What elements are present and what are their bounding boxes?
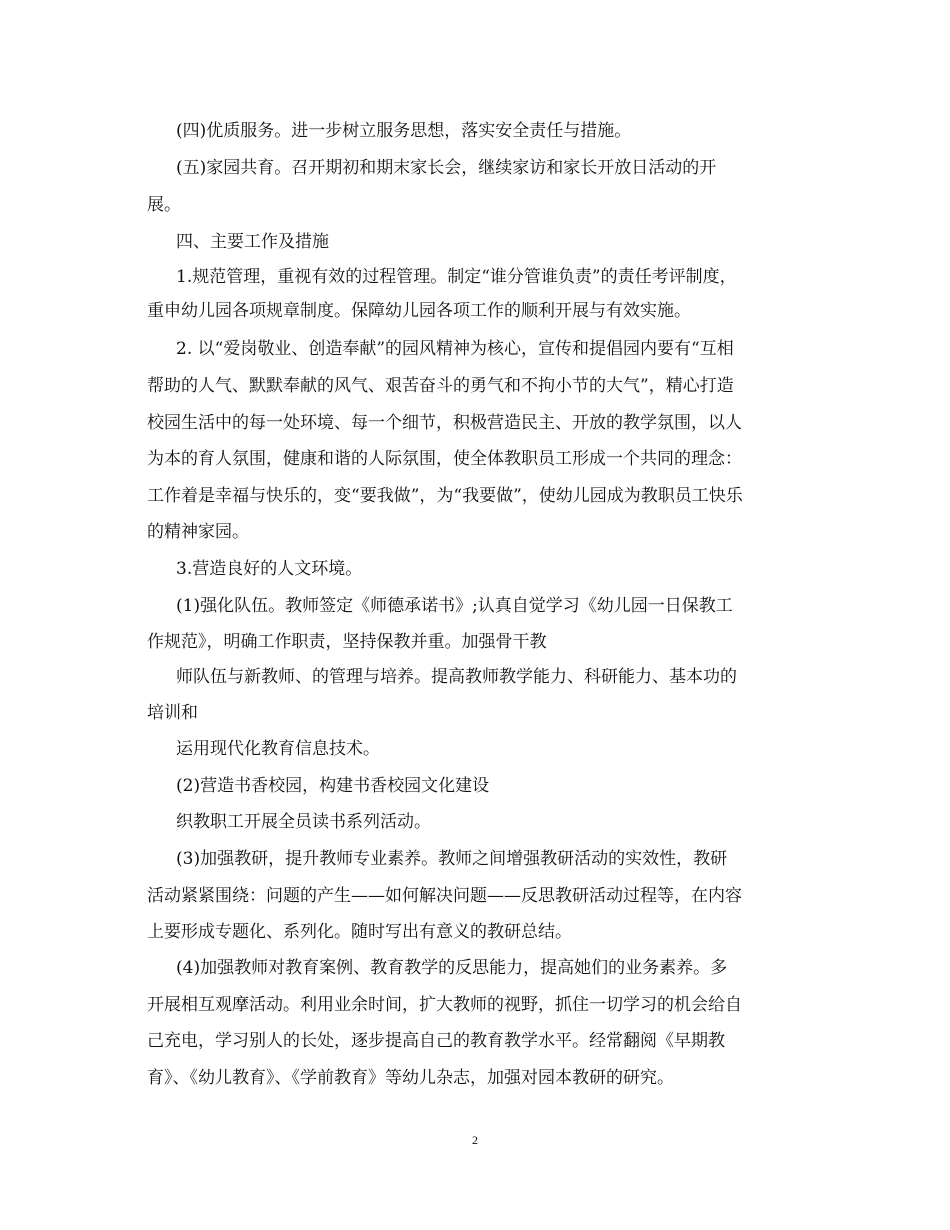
- paragraph-line: 展。: [147, 195, 181, 215]
- paragraph-line: 2. 以“爱岗敬业、创造奉献”的园风精神为核心，宣传和提倡园内要有“互相: [176, 339, 734, 359]
- paragraph-line: (1)强化队伍。教师签定《师德承诺书》;认真自觉学习《幼儿园一日保教工: [176, 596, 733, 616]
- paragraph-line: 师队伍与新教师、的管理与培养。提高教师教学能力、科研能力、基本功的: [176, 667, 737, 687]
- paragraph-line: 1.规范管理，重视有效的过程管理。制定“谁分管谁负责”的责任考评制度，: [176, 267, 737, 287]
- paragraph-line: 育》、《幼儿教育》、《学前教育》等幼儿杂志，加强对园本教研的研究。: [147, 1068, 674, 1088]
- paragraph-line: 3.营造良好的人文环境。: [176, 559, 363, 579]
- page-number: 2: [472, 1133, 478, 1147]
- paragraph-line: (4)加强教师对教育案例、教育教学的反思能力，提高她们的业务素养。多: [176, 958, 728, 978]
- paragraph-line: 校园生活中的每一处环境、每一个细节，积极营造民主、开放的教学氛围，以人: [147, 413, 742, 433]
- paragraph-line: 开展相互观摩活动。利用业余时间，扩大教师的视野，抓住一切学习的机会给自: [147, 995, 742, 1015]
- section-heading: 四、主要工作及措施: [176, 232, 329, 252]
- paragraph-line: (四)优质服务。进一步树立服务思想，落实安全责任与措施。: [176, 121, 632, 141]
- paragraph-line: 的精神家园。: [147, 522, 249, 542]
- paragraph-line: 重申幼儿园各项规章制度。保障幼儿园各项工作的顺利开展与有效实施。: [147, 301, 691, 321]
- paragraph-line: (2)营造书香校园，构建书香校园文化建设: [176, 776, 490, 796]
- paragraph-line: 作规范》，明确工作职责，坚持保教并重。加强骨干教: [147, 632, 547, 652]
- paragraph-line: 运用现代化教育信息技术。: [176, 739, 380, 759]
- paragraph-line: 己充电，学习别人的长处，逐步提高自己的教育教学水平。经常翻阅《早期教: [147, 1031, 725, 1051]
- paragraph-line: 活动紧紧围绕：问题的产生——如何解决问题——反思教研活动过程等，在内容: [147, 886, 742, 906]
- paragraph-line: (五)家园共育。召开期初和期末家长会，继续家访和家长开放日活动的开: [176, 158, 717, 178]
- paragraph-line: 上要形成专题化、系列化。随时写出有意义的教研总结。: [147, 922, 572, 942]
- paragraph-line: 织教职工开展全员读书系列活动。: [176, 812, 431, 832]
- paragraph-line: 为本的育人氛围，健康和谐的人际氛围，使全体教职员工形成一个共同的理念：: [147, 449, 742, 469]
- paragraph-line: (3)加强教研，提升教师专业素养。教师之间增强教研活动的实效性，教研: [176, 849, 728, 869]
- paragraph-line: 帮助的人气、默默奉献的风气、艰苦奋斗的勇气和不拘小节的大气”，精心打造: [147, 376, 734, 396]
- paragraph-line: 工作着是幸福与快乐的，变“要我做”，为“我要做”，使幼儿园成为教职员工快乐: [147, 486, 743, 506]
- paragraph-line: 培训和: [147, 703, 198, 723]
